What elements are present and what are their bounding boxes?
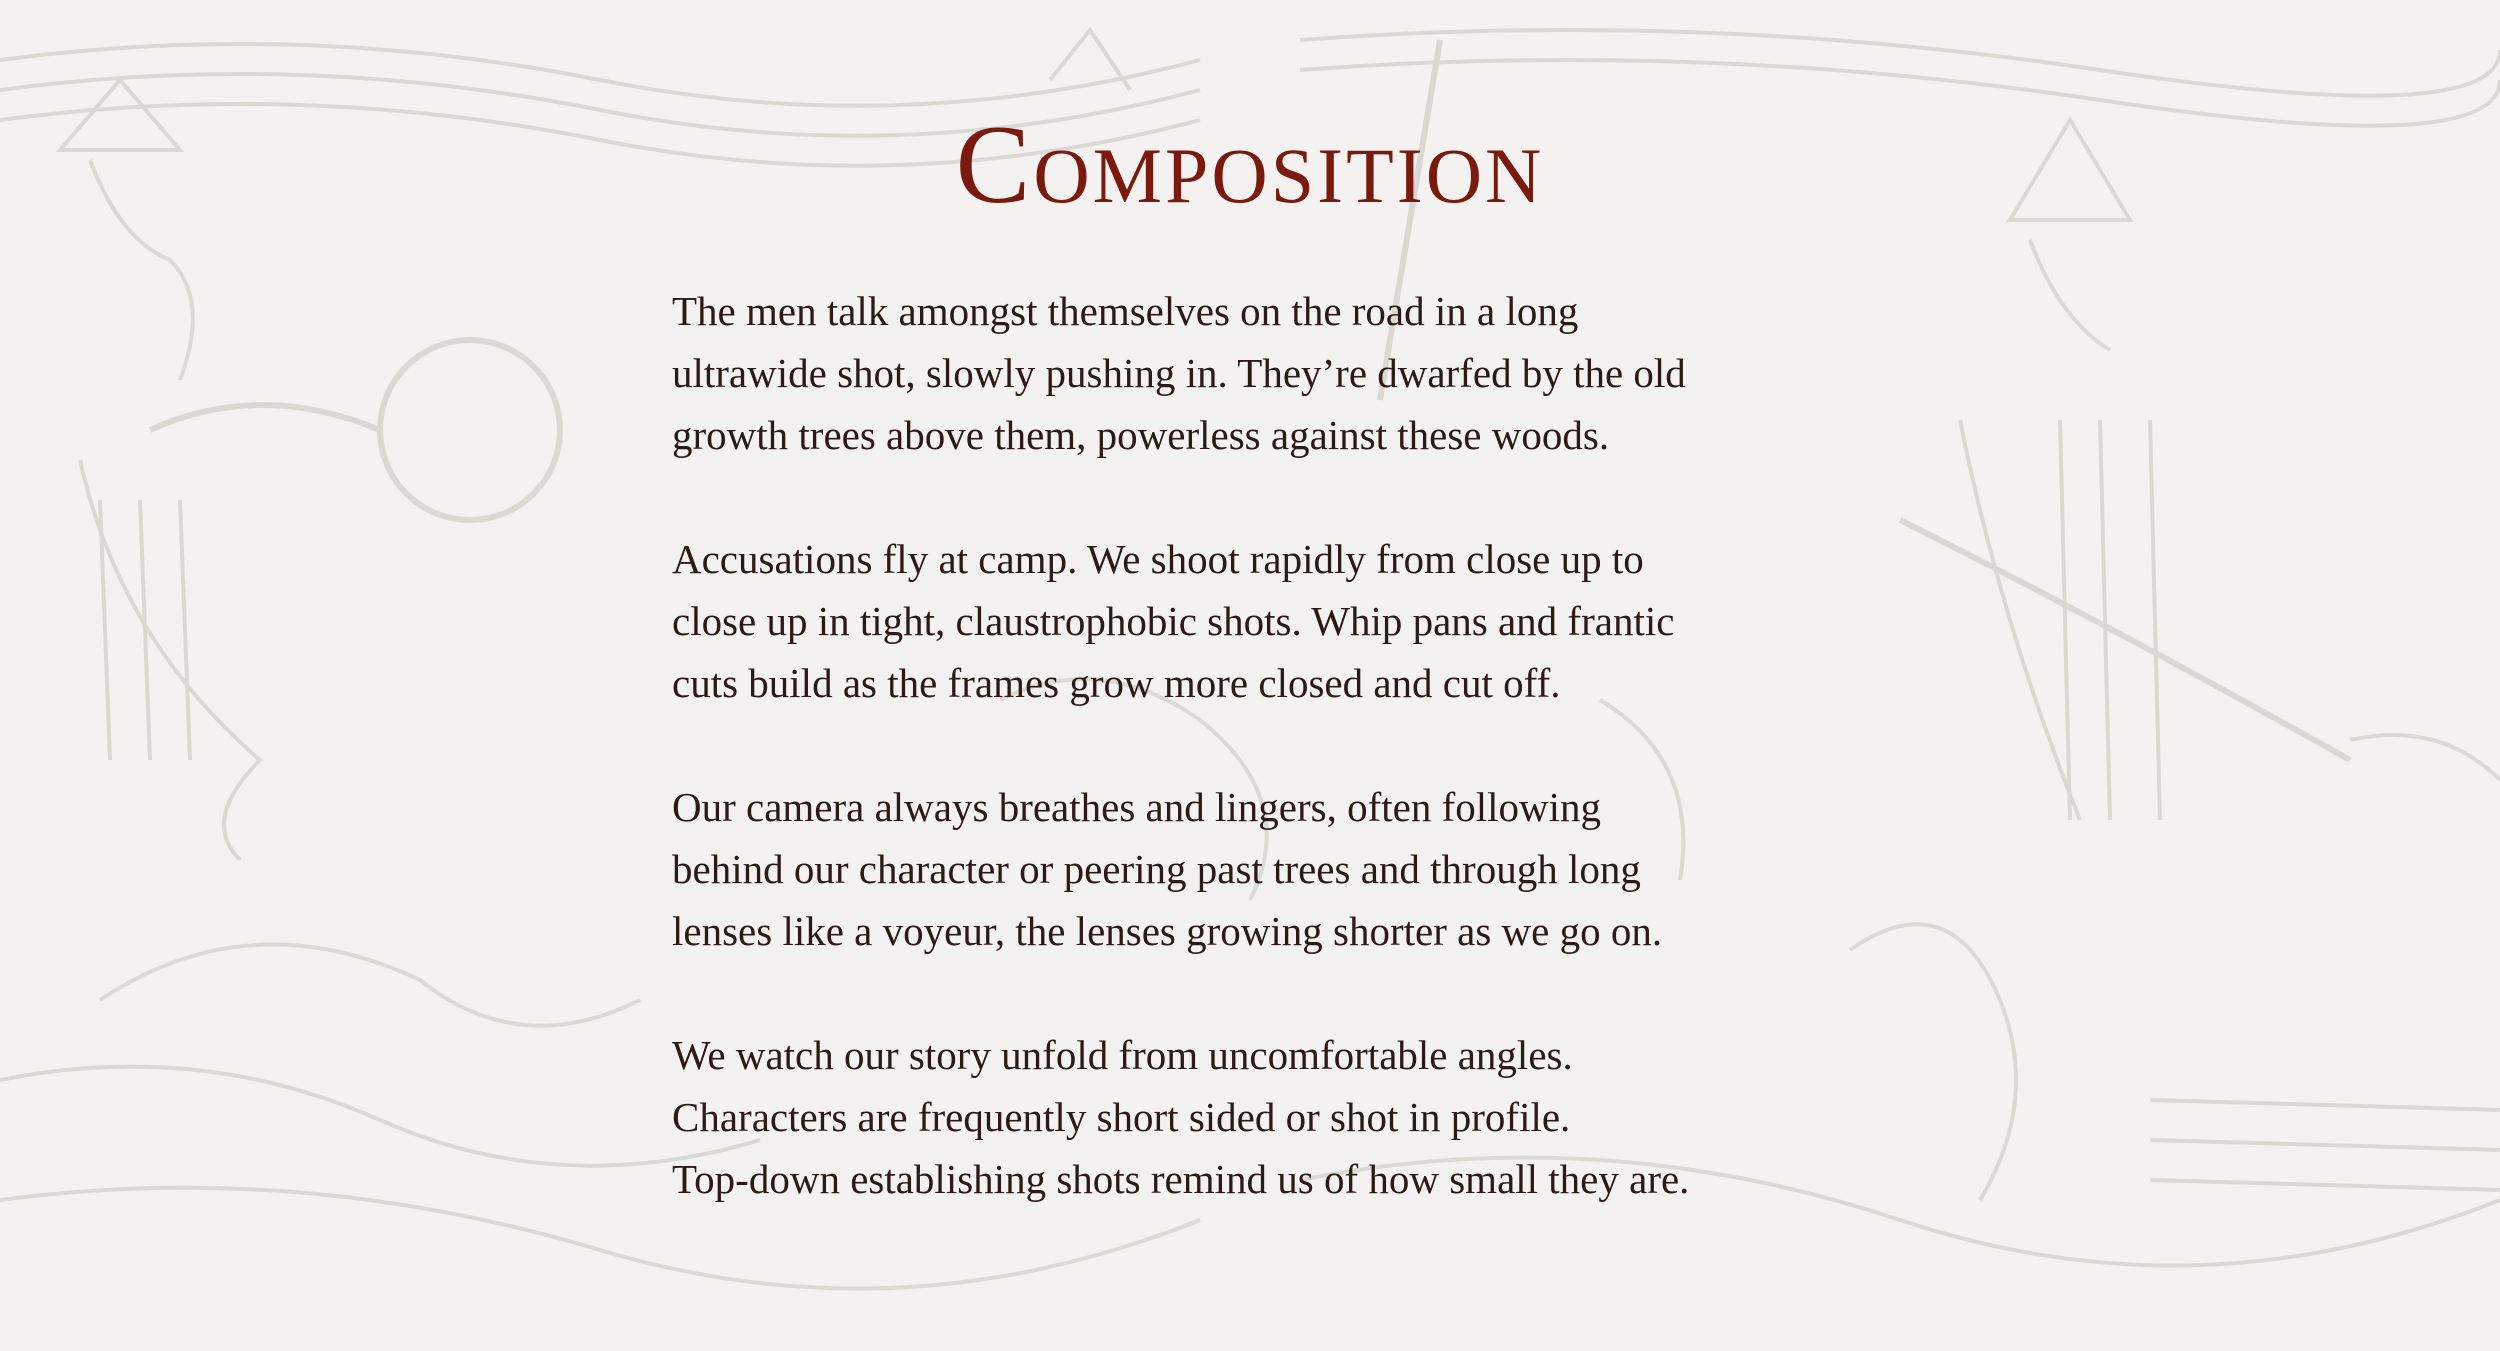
paragraph-uncomfortable-angles: We watch our story unfold from uncomfortable angles. Characters are frequently short sided or shot in profile. Top-down establishing shots remind us of how small they are. — [672, 1032, 1690, 1202]
paragraph-road-shot: The men talk amongst themselves on the road in a long ultrawide shot, slowly pushing in. They’re dwarfed by the old growth trees above them, powerless against these woods. — [672, 288, 1686, 458]
paragraph-camera-lingers: Our camera always breathes and lingers, often following behind our character or peering past trees and through long lenses like a voyeur, the lenses growing shorter as we go on. — [672, 784, 1663, 954]
paragraph-camp-accusations: Accusations fly at camp. We shoot rapidly from close up to close up in tight, claustrophobic shots. Whip pans and frantic cuts build as the frames grow more closed and cut off. — [672, 536, 1675, 706]
slide-title: Composition — [955, 103, 1545, 227]
slide-body — [672, 280, 1872, 1210]
